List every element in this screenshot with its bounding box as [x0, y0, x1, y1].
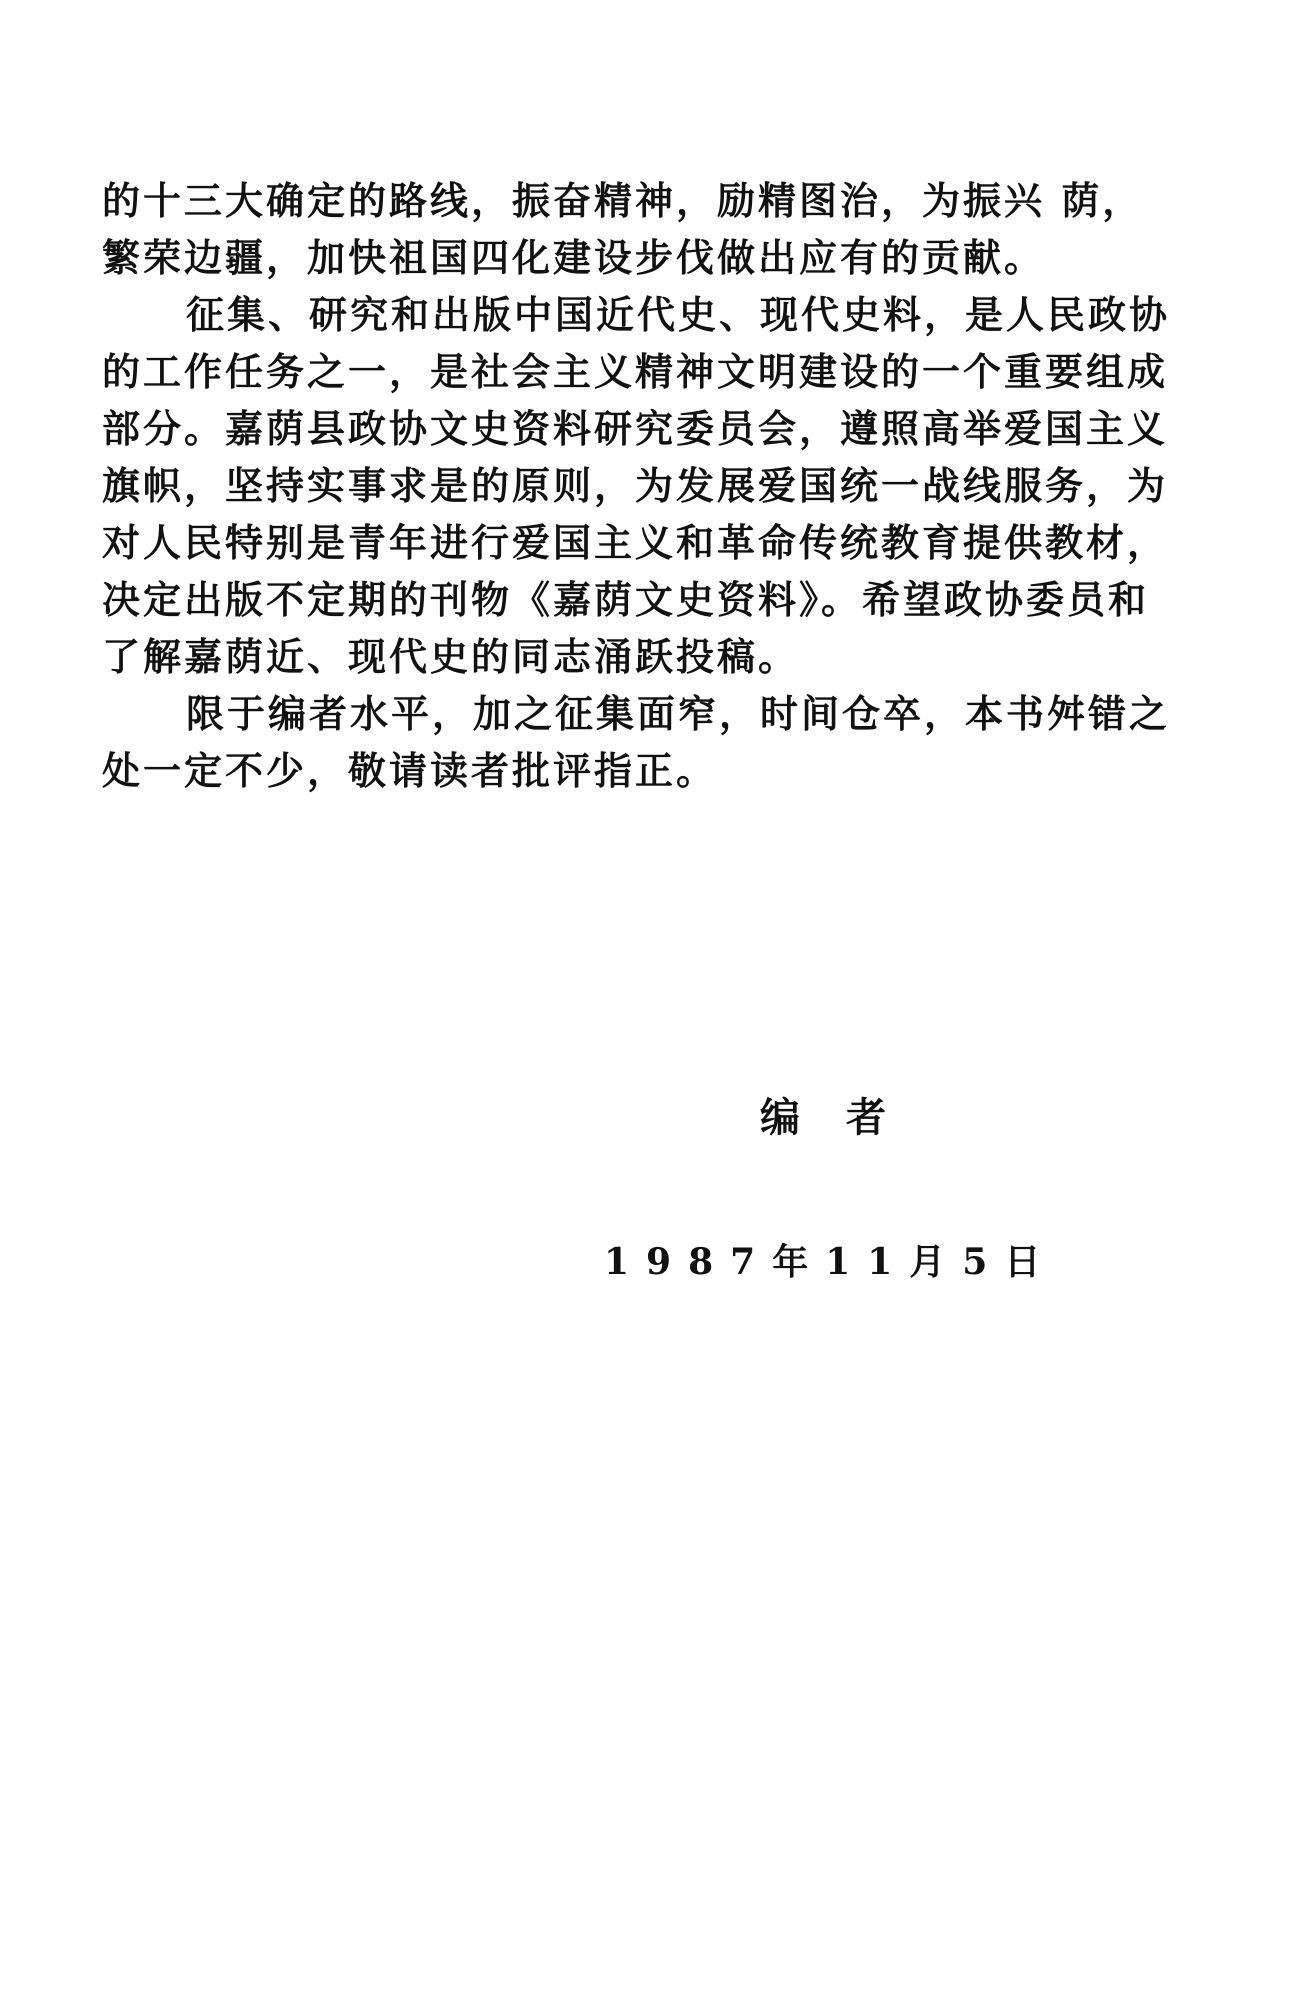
preface-body — [102, 172, 1194, 799]
text-line: 的工作任务之一，是社会主义精神文明建设的一个重要组成 — [102, 349, 1169, 394]
text-line: 对人民特别是青年进行爱国主义和革命传统教育提供教材， — [102, 520, 1169, 565]
text-line: 了解嘉荫近、现代史的同志涌跃投稿。 — [102, 634, 800, 679]
text-line: 决定出版不定期的刊物《嘉荫文史资料》。希望政协委员和 — [102, 577, 1150, 622]
date-line: 1987年11月5日 — [604, 1241, 1058, 1283]
text-line: 处一定不少，敬请读者批评指正。 — [102, 748, 718, 793]
text-line: 繁荣边疆，加快祖国四化建设步伐做出应有的贡献。 — [102, 235, 1046, 280]
text-line: 部分。嘉荫县政协文史资料研究委员会，遵照高举爱国主义 — [102, 406, 1169, 451]
text-line: 征集、研究和出版中国近代史、现代史料，是人民政协 — [186, 292, 1171, 337]
author-signature: 编者 — [760, 1094, 932, 1141]
text-line: 旗帜，坚持实事求是的原则，为发展爱国统一战线服务，为 — [102, 463, 1169, 508]
text-line: 的十三大确定的路线，振奋精神，励精图治，为振兴 荫， — [102, 178, 1144, 223]
text-line: 限于编者水平，加之征集面窄，时间仓卒，本书舛错之 — [186, 691, 1171, 736]
